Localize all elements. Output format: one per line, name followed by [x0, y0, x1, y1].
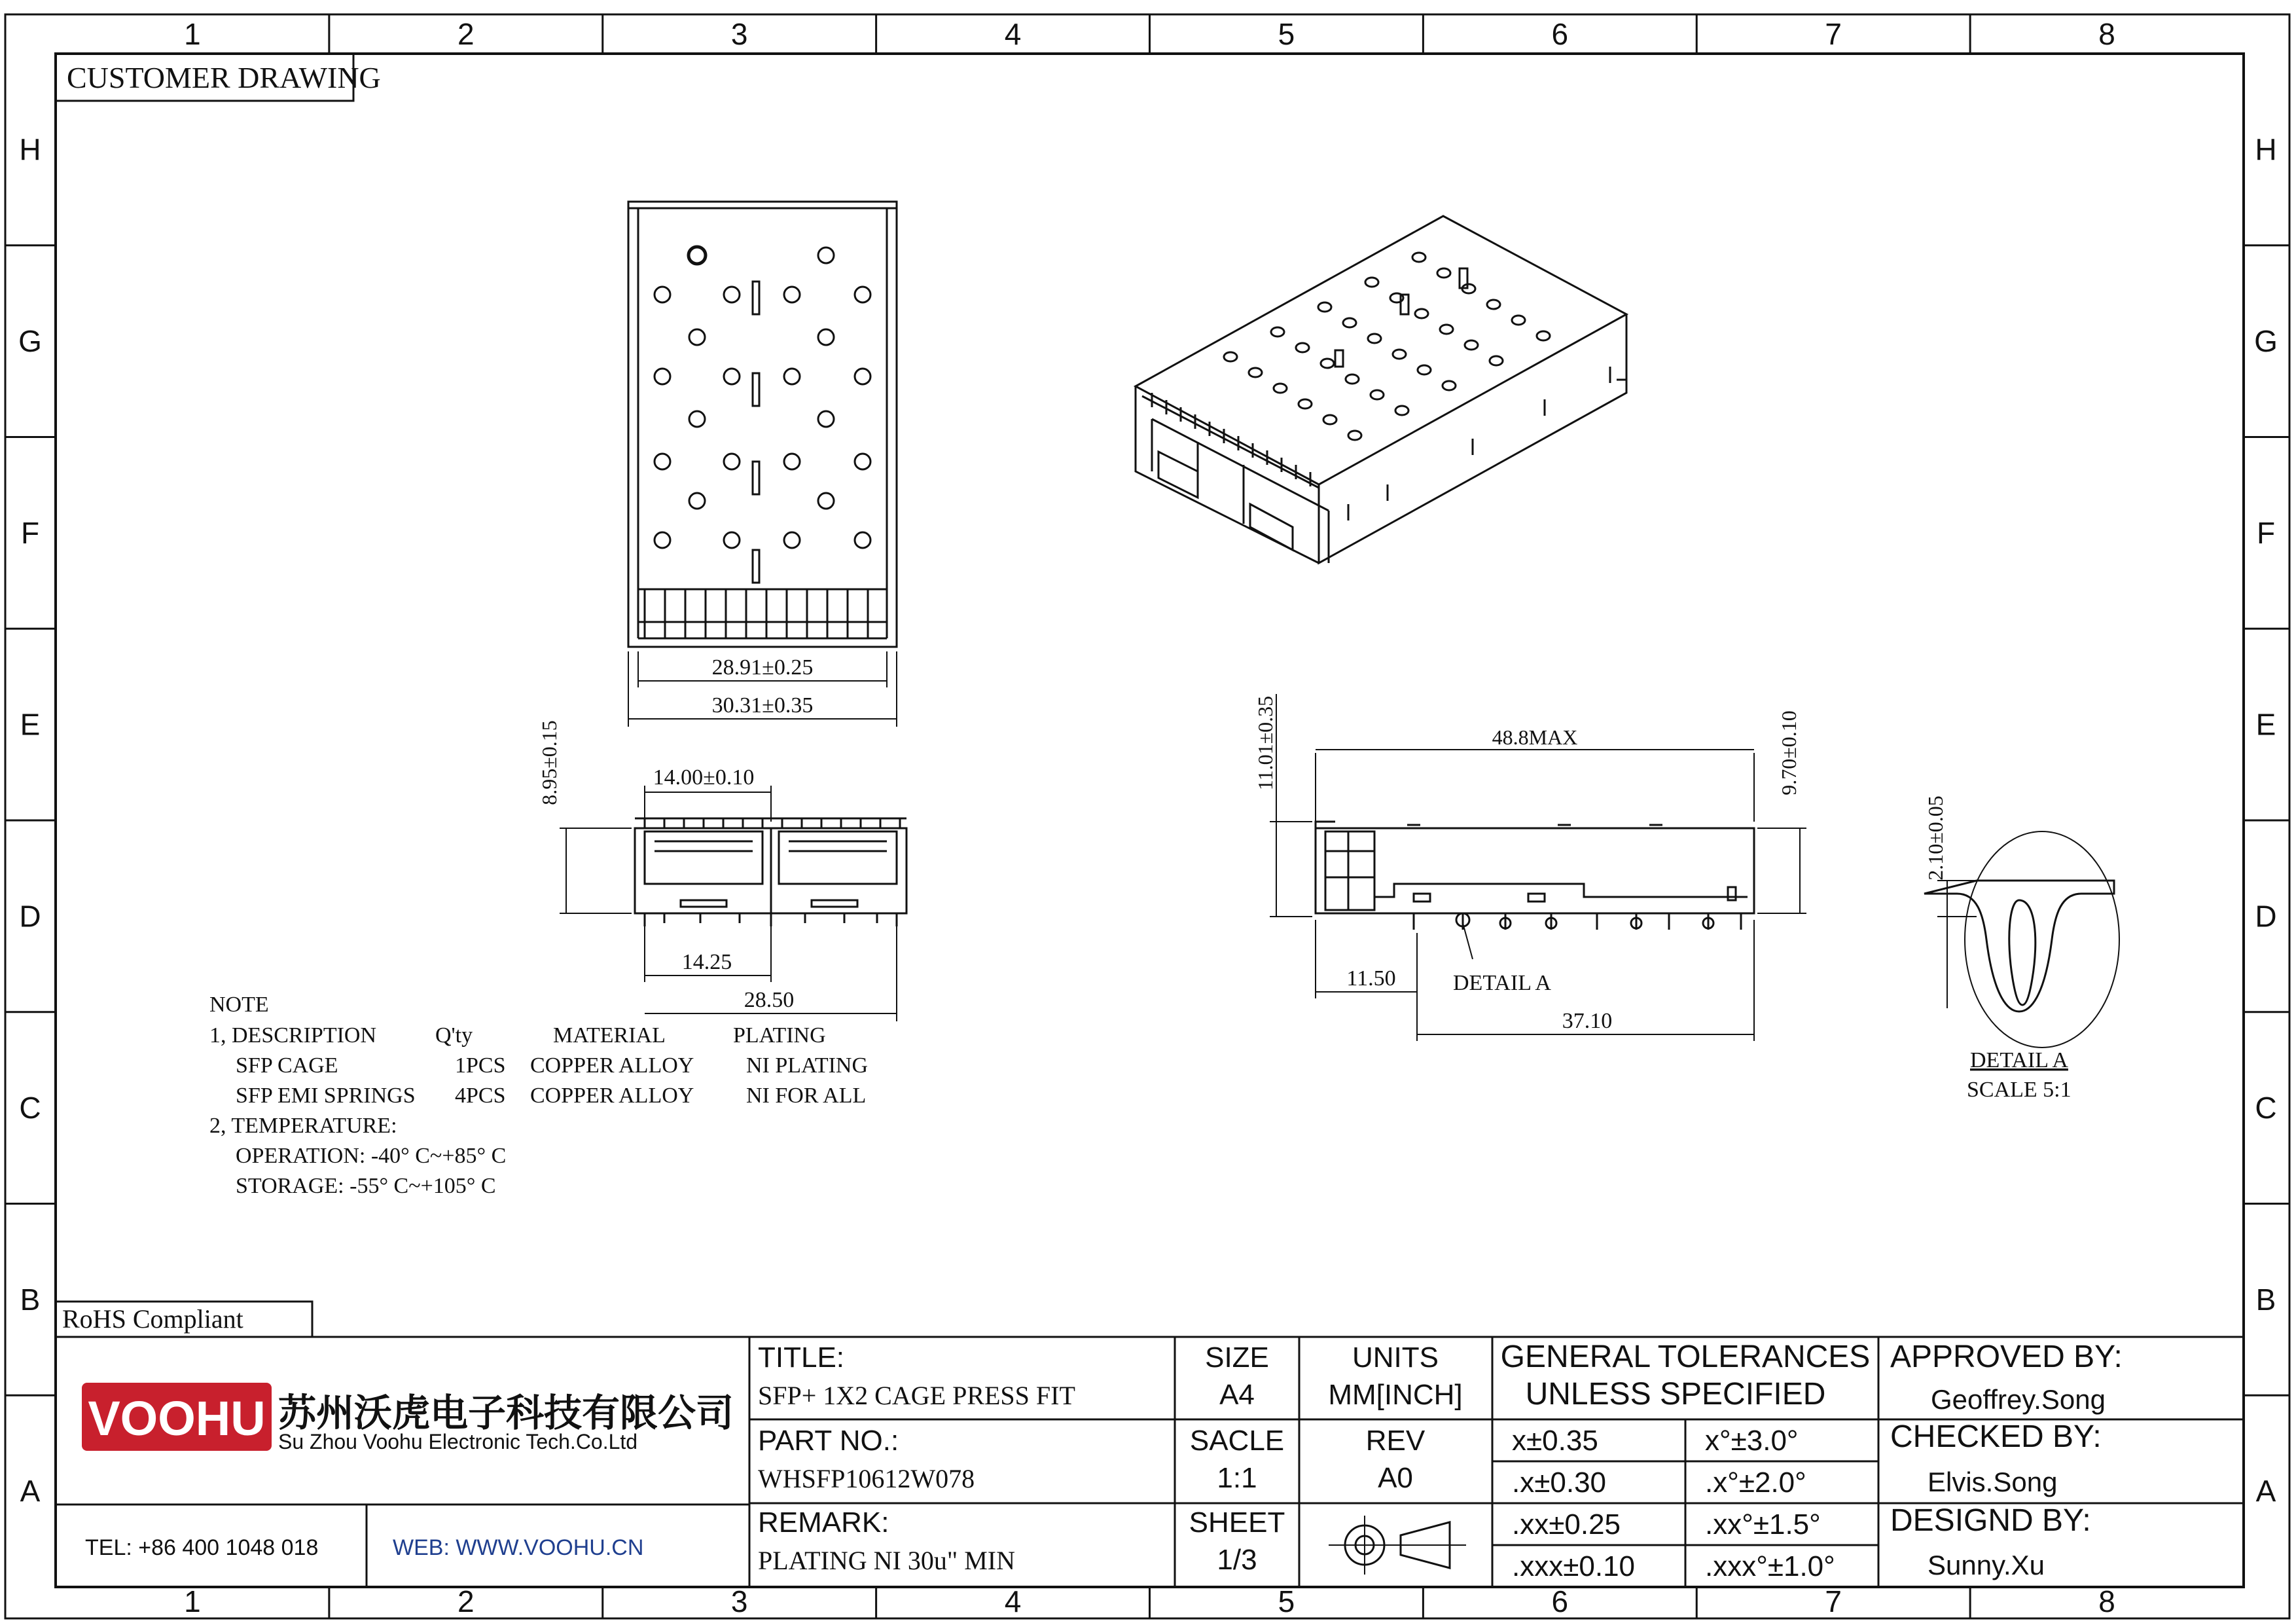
dim-side-width: 37.10	[1562, 1009, 1613, 1033]
zone-col-top-7: 7	[1825, 17, 1842, 51]
zone-row-right-G: G	[2254, 324, 2278, 359]
zone-row-left-G: G	[18, 324, 42, 359]
customer-drawing-tag	[56, 54, 381, 101]
notes-plating-header: PLATING	[733, 1023, 826, 1048]
size-value: A4	[1219, 1379, 1255, 1411]
top-view	[628, 202, 897, 647]
zone-col-top-1: 1	[184, 17, 201, 51]
zone-row-left-A: A	[20, 1474, 41, 1508]
zone-col-top-2: 2	[457, 17, 475, 51]
detail-a-title: DETAIL A	[1970, 1048, 2068, 1072]
zone-row-right-B: B	[2255, 1282, 2276, 1317]
designed-by-label: DESIGND BY:	[1890, 1503, 2091, 1538]
dim-top-width-inner: 28.91±0.25	[711, 655, 814, 680]
zone-col-bottom-2: 2	[457, 1584, 475, 1618]
dim-side-length: 48.8MAX	[1492, 725, 1578, 749]
checked-by-label: CHECKED BY:	[1890, 1419, 2102, 1454]
remark-value: PLATING NI 30u" MIN	[758, 1546, 1015, 1575]
notes-temp-title: 2, TEMPERATURE:	[209, 1114, 397, 1138]
scale-label: SACLE	[1189, 1425, 1285, 1457]
company-name-en: Su Zhou Voohu Electronic Tech.Co.Ltd	[278, 1430, 638, 1453]
tolerance-linear-1: x±0.35	[1512, 1425, 1598, 1457]
zone-col-bottom-7: 7	[1825, 1584, 1842, 1618]
approved-by-value: Geoffrey.Song	[1931, 1384, 2106, 1415]
detail-a-scale: SCALE 5:1	[1967, 1078, 2072, 1102]
tolerance-angular-4: .xxx°±1.0°	[1705, 1550, 1835, 1582]
front-view-dims	[560, 786, 897, 1021]
notes-qty-header: Q'ty	[435, 1023, 473, 1048]
tolerance-linear-4: .xxx±0.10	[1512, 1550, 1636, 1582]
tolerance-angular-1: x°±3.0°	[1705, 1425, 1799, 1457]
notes-storage: STORAGE: -55° C~+105° C	[236, 1174, 496, 1198]
dim-detail-height: 2.10±0.05	[1924, 795, 1947, 881]
isometric-view	[1136, 216, 1626, 563]
approved-by-label: APPROVED BY:	[1890, 1340, 2123, 1374]
units-value: MM[INCH]	[1328, 1379, 1463, 1411]
tolerance-angular-3: .xx°±1.5°	[1705, 1508, 1821, 1541]
part-no-value: WHSFP10612W078	[758, 1464, 975, 1493]
zone-col-bottom-6: 6	[1551, 1584, 1569, 1618]
zone-col-bottom-4: 4	[1004, 1584, 1022, 1618]
zone-row-left-E: E	[20, 707, 41, 742]
notes-material-header: MATERIAL	[553, 1023, 666, 1048]
detail-a-view	[1924, 831, 2119, 1048]
rev-value: A0	[1378, 1462, 1413, 1494]
zone-col-bottom-3: 3	[730, 1584, 748, 1618]
zone-col-top-3: 3	[730, 17, 748, 51]
scale-value: 1:1	[1217, 1462, 1257, 1494]
zone-row-left-H: H	[19, 132, 41, 167]
size-label: SIZE	[1205, 1341, 1269, 1374]
rohs-label: RoHS Compliant	[62, 1304, 243, 1334]
zone-row-right-C: C	[2255, 1091, 2277, 1125]
zone-col-top-5: 5	[1278, 17, 1295, 51]
dim-top-width-outer: 30.31±0.35	[711, 693, 814, 718]
dim-front-width-half: 14.00±0.10	[653, 765, 755, 790]
notes-row-2-desc: SFP EMI SPRINGS	[236, 1084, 416, 1108]
notes-block	[209, 993, 868, 1198]
dim-front-height: 8.95±0.15	[537, 720, 561, 805]
notes-row-2-plating: NI FOR ALL	[746, 1084, 867, 1108]
notes-operation: OPERATION: -40° C~+85° C	[236, 1144, 507, 1168]
tolerances-title: GENERAL TOLERANCES	[1500, 1340, 1871, 1374]
sheet-label: SHEET	[1189, 1506, 1285, 1539]
rev-label: REV	[1365, 1425, 1426, 1457]
notes-row-1-plating: NI PLATING	[746, 1053, 869, 1078]
notes-row-2-material: COPPER ALLOY	[530, 1084, 694, 1108]
remark-label: REMARK:	[758, 1506, 889, 1539]
zone-row-right-D: D	[2255, 899, 2277, 934]
company-tel: TEL: +86 400 1048 018	[85, 1535, 319, 1560]
dim-front-width-total: 28.50	[744, 988, 795, 1012]
zone-col-top-6: 6	[1551, 17, 1569, 51]
projection-symbol-icon	[1329, 1516, 1466, 1575]
part-no-label: PART NO.:	[758, 1425, 899, 1457]
zone-col-top-8: 8	[2098, 17, 2115, 51]
zone-row-left-F: F	[20, 515, 40, 550]
tolerance-linear-2: .x±0.30	[1512, 1467, 1607, 1499]
zone-col-top-4: 4	[1004, 17, 1022, 51]
notes-row-2-qty: 4PCS	[455, 1084, 506, 1108]
company-logo	[82, 1383, 272, 1451]
checked-by-value: Elvis.Song	[1928, 1467, 2058, 1497]
zone-row-right-A: A	[2255, 1474, 2276, 1508]
tolerance-linear-3: .xx±0.25	[1512, 1508, 1621, 1541]
title-value: SFP+ 1X2 CAGE PRESS FIT	[758, 1381, 1075, 1410]
notes-row-1-material: COPPER ALLOY	[530, 1053, 694, 1078]
zone-row-right-F: F	[2256, 515, 2276, 550]
company-web: WEB: WWW.VOOHU.CN	[393, 1535, 644, 1560]
dim-side-offset: 11.50	[1346, 966, 1396, 991]
detail-a-callout: DETAIL A	[1453, 971, 1551, 995]
zone-row-left-D: D	[19, 899, 41, 934]
tolerance-angular-2: .x°±2.0°	[1705, 1467, 1806, 1499]
dim-side-height-body: 9.70±0.10	[1777, 710, 1801, 795]
customer-drawing-label: CUSTOMER DRAWING	[67, 61, 381, 94]
dim-front-pitch: 14.25	[681, 950, 732, 974]
company-name-cn: 苏州沃虎电子科技有限公司	[278, 1392, 734, 1434]
units-label: UNITS	[1352, 1341, 1439, 1374]
zone-row-left-C: C	[19, 1091, 41, 1125]
zone-row-right-E: E	[2255, 707, 2276, 742]
notes-title: NOTE	[209, 993, 269, 1017]
logo-wordmark: VOOHU	[88, 1391, 266, 1446]
notes-row-1-desc: SFP CAGE	[236, 1053, 338, 1078]
sheet-value: 1/3	[1217, 1544, 1257, 1576]
side-view	[1316, 822, 1754, 959]
front-view	[635, 818, 906, 926]
notes-desc-header: 1, DESCRIPTION	[209, 1023, 377, 1048]
zone-col-bottom-8: 8	[2098, 1584, 2115, 1618]
title-block	[56, 1337, 2244, 1587]
top-view-outline	[628, 202, 897, 647]
dim-side-height-total: 11.01±0.35	[1253, 695, 1277, 791]
iso-top-face	[1136, 216, 1626, 484]
zone-col-bottom-5: 5	[1278, 1584, 1295, 1618]
notes-row-1-qty: 1PCS	[455, 1053, 506, 1078]
zone-row-right-H: H	[2255, 132, 2277, 167]
designed-by-value: Sunny.Xu	[1928, 1550, 2045, 1580]
tolerances-subtitle: UNLESS SPECIFIED	[1525, 1377, 1826, 1412]
zone-col-bottom-1: 1	[184, 1584, 201, 1618]
title-label: TITLE:	[758, 1341, 845, 1374]
zone-row-left-B: B	[20, 1282, 41, 1317]
rohs-tag	[56, 1302, 312, 1337]
